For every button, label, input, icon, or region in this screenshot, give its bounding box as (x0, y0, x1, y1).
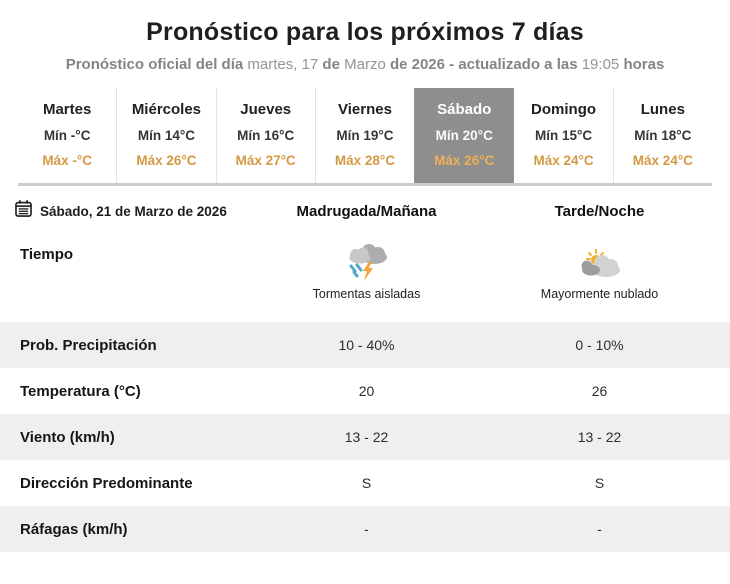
day-name: Domingo (531, 101, 597, 118)
day-tab-lunes[interactable] (613, 88, 712, 183)
period-header-evening: Tarde/Noche (554, 202, 645, 220)
selected-date (0, 199, 250, 223)
subtitle-month: Marzo (344, 56, 390, 73)
row-value-morning: - (364, 521, 369, 537)
detail-subheader (0, 186, 730, 236)
subtitle-static: Pronóstico oficial del día (65, 56, 248, 73)
condition-label: Mayormente nublado (540, 287, 659, 301)
day-tab-miercoles[interactable] (116, 88, 215, 183)
day-tab-viernes[interactable] (315, 88, 414, 183)
max-temp: Máx 26°C (434, 153, 495, 168)
max-temp: Máx 24°C (533, 153, 594, 168)
row-value-morning: S (361, 475, 372, 491)
row-value-evening: 13 - 22 (577, 429, 622, 445)
row-label: Ráfagas (km/h) (20, 520, 128, 538)
min-temp: Mín 18°C (634, 128, 692, 143)
min-temp: Mín 15°C (534, 128, 593, 143)
row-value-morning: 20 (358, 383, 375, 399)
row-value-evening: 26 (591, 383, 608, 399)
day-tab-sabado-selected[interactable] (414, 88, 513, 183)
day-tab-strip (18, 88, 712, 186)
row-label: Prob. Precipitación (20, 336, 157, 354)
min-temp: Mín 14°C (137, 128, 195, 143)
day-name: Jueves (240, 101, 292, 118)
subtitle-static: horas (623, 56, 665, 73)
day-name: Sábado (437, 101, 492, 118)
subtitle-static: de 2026 - actualizado a las (389, 56, 582, 73)
forecast-subtitle (0, 56, 730, 73)
row-label: Temperatura (°C) (20, 382, 141, 400)
row-value-evening: 0 - 10% (575, 337, 624, 353)
subtitle-date: martes, 17 (247, 56, 323, 73)
day-name: Miércoles (131, 101, 202, 118)
min-temp: Mín 19°C (336, 128, 394, 143)
day-tab-domingo[interactable] (513, 88, 612, 183)
row-value-morning: 13 - 22 (344, 429, 389, 445)
day-tab-martes[interactable] (18, 88, 116, 183)
isolated-storms-icon (341, 241, 393, 283)
max-temp: Máx -°C (42, 153, 92, 168)
mostly-cloudy-icon (574, 241, 626, 283)
table-row-temperature (0, 368, 730, 414)
row-value-evening: S (594, 475, 605, 491)
max-temp: Máx 26°C (136, 153, 197, 168)
subtitle-time: 19:05 (581, 56, 624, 73)
row-value-evening: - (597, 521, 602, 537)
max-temp: Máx 28°C (334, 153, 396, 168)
table-row-precipitation (0, 322, 730, 368)
max-temp: Máx 27°C (235, 153, 296, 168)
day-name: Lunes (640, 101, 685, 118)
day-name: Viernes (338, 101, 392, 118)
calendar-icon (14, 199, 33, 223)
period-header-morning: Madrugada/Mañana (296, 202, 437, 220)
day-tab-jueves[interactable] (216, 88, 315, 183)
day-name: Martes (42, 101, 92, 118)
row-label: Viento (km/h) (20, 428, 115, 446)
subtitle-static: de (322, 56, 345, 73)
weather-row-label: Tiempo (20, 246, 74, 263)
row-label: Dirección Predominante (20, 474, 193, 492)
min-temp: Mín 16°C (237, 128, 295, 143)
page-title: Pronóstico para los próximos 7 días (146, 18, 584, 46)
condition-label: Tormentas aisladas (312, 287, 421, 301)
condition-evening (483, 236, 716, 322)
row-value-morning: 10 - 40% (338, 337, 395, 353)
weather-condition-row (0, 236, 730, 322)
min-temp: Mín -°C (43, 128, 91, 143)
selected-date-label: Sábado, 21 de Marzo de 2026 (40, 203, 227, 219)
max-temp: Máx 24°C (632, 153, 693, 168)
min-temp: Mín 20°C (435, 128, 493, 143)
table-row-wind-direction (0, 460, 730, 506)
table-row-wind (0, 414, 730, 460)
table-row-gusts (0, 506, 730, 552)
condition-morning (250, 236, 483, 322)
